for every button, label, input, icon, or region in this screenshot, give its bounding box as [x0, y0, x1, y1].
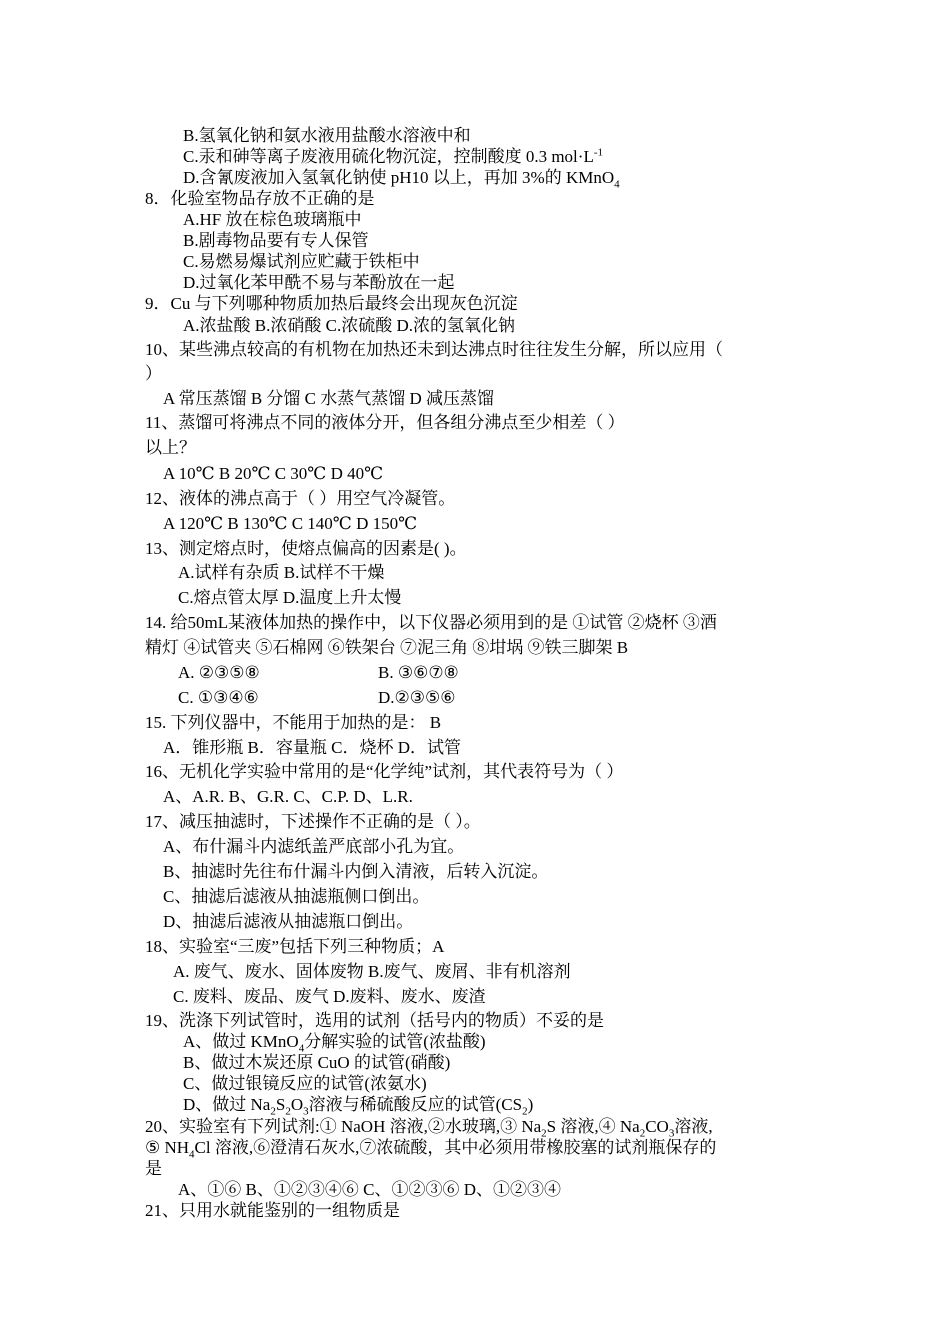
- q19-option-b: B、做过木炭还原 CuO 的试管(硝酸): [183, 1053, 451, 1072]
- q15-options: A．锥形瓶 B．容量瓶 C．烧杯 D．试管: [163, 738, 461, 757]
- q19-stem: 19、洗涤下列试管时，选用的试剂（括号内的物质）不妥的是: [145, 1011, 604, 1030]
- q14-option-c: C. ①③④⑥: [178, 688, 259, 707]
- q18-stem: 18、实验室“三废”包括下列三种物质；A: [145, 937, 445, 956]
- q21-stem: 21、只用水就能鉴别的一组物质是: [145, 1201, 400, 1220]
- q14-stem-line2: 精灯 ④试管夹 ⑤石棉网 ⑥铁架台 ⑦泥三角 ⑧坩埚 ⑨铁三脚架 B: [145, 638, 629, 657]
- q19-option-c: C、做过银镜反应的试管(浓氨水): [183, 1074, 427, 1093]
- q9-stem: 9．Cu 与下列哪种物质加热后最终会出现灰色沉淀: [145, 294, 518, 313]
- q7-option-b: B.氢氧化钠和氨水液用盐酸水溶液中和: [183, 126, 471, 145]
- q7-option-d: D.含氰废液加入氢氧化钠使 pH10 以上，再加 3%的 KMnO$_4$: [183, 168, 620, 191]
- q10-options: A 常压蒸馏 B 分馏 C 水蒸气蒸馏 D 减压蒸馏: [163, 389, 495, 408]
- q14-stem-line1: 14. 给50mL某液体加热的操作中，以下仪器必须用到的是 ①试管 ②烧杯 ③酒: [145, 613, 717, 632]
- q10-stem-line2: ）: [145, 364, 162, 383]
- q17-stem: 17、减压抽滤时，下述操作不正确的是（ ）。: [145, 812, 481, 831]
- q9-options: A.浓盐酸 B.浓硝酸 C.浓硫酸 D.浓的氢氧化钠: [183, 316, 515, 335]
- q14-option-d: D.②③⑤⑥: [378, 688, 456, 707]
- q7-option-c: C.汞和砷等离子废液用硫化物沉淀，控制酸度 0.3 $mol\cdot L^{-1}$: [183, 146, 604, 166]
- q16-options: A、A.R. B、G.R. C、C.P. D、L.R.: [163, 787, 413, 806]
- q12-options: A 120℃ B 130℃ C 140℃ D 150℃: [163, 514, 418, 533]
- q8-option-a: A.HF 放在棕色玻璃瓶中: [183, 210, 362, 229]
- q10-stem-line1: 10、某些沸点较高的有机物在加热还未到达沸点时往往发生分解，所以应用（: [145, 340, 723, 359]
- q13-stem: 13、测定熔点时，使熔点偏高的因素是( )。: [145, 539, 467, 558]
- q19-option-a: A、做过 KMnO$_4$分解实验的试管(浓盐酸): [183, 1032, 486, 1055]
- q8-stem: 8．化验室物品存放不正确的是: [145, 189, 375, 208]
- q11-stem-line1: 11、蒸馏可将沸点不同的液体分开，但各组分沸点至少相差（ ）: [145, 413, 625, 432]
- q8-option-b: B.剧毒物品要有专人保管: [183, 231, 369, 250]
- q16-stem: 16、无机化学实验中常用的是“化学纯”试剂，其代表符号为（ ）: [145, 762, 624, 781]
- q8-option-d: D.过氧化苯甲酰不易与苯酚放在一起: [183, 273, 455, 292]
- q12-stem: 12、液体的沸点高于（ ）用空气冷凝管。: [145, 489, 456, 508]
- q14-option-a: A. ②③⑤⑧: [178, 663, 260, 682]
- q17-option-b: B、抽滤时先往布什漏斗内倒入清液，后转入沉淀。: [163, 862, 549, 881]
- q13-options-cd: C.熔点管太厚 D.温度上升太慢: [178, 588, 402, 607]
- q8-option-c: C.易燃易爆试剂应贮藏于铁柜中: [183, 252, 420, 271]
- q17-option-c: C、抽滤后滤液从抽滤瓶侧口倒出。: [163, 887, 430, 906]
- q15-stem: 15. 下列仪器中，不能用于加热的是： B: [145, 713, 442, 732]
- q13-options-ab: A.试样有杂质 B.试样不干燥: [178, 563, 385, 582]
- q11-options: A 10℃ B 20℃ C 30℃ D 40℃: [163, 464, 384, 483]
- q17-option-d: D、抽滤后滤液从抽滤瓶口倒出。: [163, 912, 414, 931]
- q20-stem-line1: 20、实验室有下列试剂:① NaOH 溶液,②水玻璃,③ $Na_2S$ 溶液,④ $Na_2CO_3$溶液,: [145, 1117, 713, 1140]
- q14-option-b: B. ③⑥⑦⑧: [378, 663, 459, 682]
- q17-option-a: A、布什漏斗内滤纸盖严底部小孔为宜。: [163, 837, 465, 856]
- q11-stem-line2: 以上？: [145, 438, 196, 457]
- q20-options: A、①⑥ B、①②③④⑥ C、①②③⑥ D、①②③④: [178, 1180, 561, 1199]
- q20-stem-line3: 是: [145, 1159, 162, 1178]
- q18-options-cd: C. 废料、废品、废气 D.废料、废水、废渣: [173, 987, 486, 1006]
- q20-stem-line2: ⑤ $NH_4Cl$ 溶液,⑥澄清石灰水,⑦浓硫酸，其中必须用带橡胶塞的试剂瓶保存的: [145, 1138, 717, 1161]
- q19-option-d: D、做过 $Na_2S_2O_3$溶液与稀硫酸反应的试管$(CS_2)$: [183, 1095, 534, 1118]
- q18-options-ab: A. 废气、废水、固体废物 B.废气、废屑、非有机溶剂: [173, 962, 571, 981]
